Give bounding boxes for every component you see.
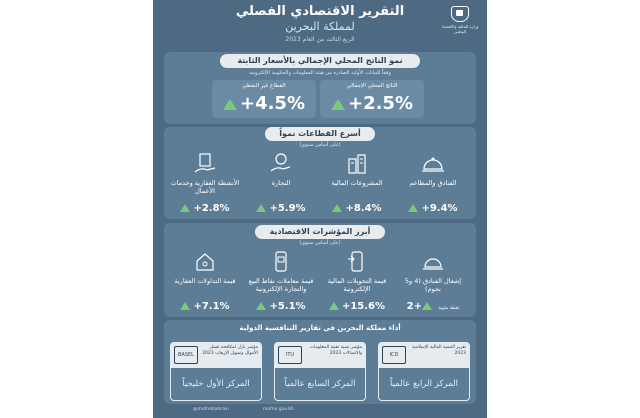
indicator-hotel-occupancy bbox=[398, 249, 468, 312]
gdp-total-box bbox=[320, 80, 424, 118]
header bbox=[153, 0, 487, 50]
indicator-value: نقطة مئوية +2 bbox=[406, 301, 460, 312]
footer bbox=[153, 407, 487, 417]
indicator-real-estate bbox=[170, 249, 240, 312]
indicator-label: قيمة التحويلات المالية الإلكترونية bbox=[327, 277, 387, 293]
rankings-panel bbox=[164, 320, 476, 404]
buildings-icon bbox=[344, 151, 370, 177]
ranking-result: المركز السابع عالمياً bbox=[274, 368, 366, 401]
indicators-panel bbox=[164, 223, 476, 317]
indicator-unit: نقطة مئوية bbox=[438, 306, 460, 311]
sector-finance bbox=[322, 151, 392, 214]
sector-value: +9.4% bbox=[398, 203, 468, 214]
up-arrow-icon bbox=[180, 204, 190, 212]
indicator-value: +7.1% bbox=[170, 301, 240, 312]
indicator-pos-transactions bbox=[246, 249, 316, 312]
up-arrow-icon bbox=[256, 302, 266, 310]
sectors-title: أسرع القطاعات نمواً bbox=[265, 127, 375, 141]
infographic-poster bbox=[153, 0, 487, 418]
up-arrow-icon bbox=[408, 204, 418, 212]
logo-text: وزارة المالية والاقتصاد الوطني bbox=[441, 24, 479, 34]
sectors-note: (على أساس سنوي) bbox=[299, 142, 341, 148]
ministry-logo bbox=[439, 6, 481, 40]
ranking-card-islamic-finance bbox=[378, 342, 470, 400]
ranking-result: المركز الرابع عالمياً bbox=[378, 368, 470, 401]
up-arrow-icon bbox=[329, 302, 339, 310]
hotel-bell-icon bbox=[420, 249, 446, 275]
indicator-e-transfers bbox=[322, 249, 392, 312]
indicator-value: +15.6% bbox=[322, 301, 392, 312]
ranking-result: المركز الأول خليجياً bbox=[170, 368, 262, 401]
indicator-value: +5.1% bbox=[246, 301, 316, 312]
gdp-panel bbox=[164, 52, 476, 124]
food-cloche-icon bbox=[420, 151, 446, 177]
sector-value: +2.8% bbox=[170, 203, 240, 214]
gdp-total-label: الناتج المحلي الإجمالي bbox=[346, 83, 398, 89]
gdp-nonoil-label: القطاع غير النفطي bbox=[242, 83, 286, 89]
ranking-card-basel bbox=[170, 342, 262, 400]
sector-label: الأنشطة العقارية وخدمات الأعمال bbox=[170, 179, 240, 195]
indicator-label: قيمة معاملات نقاط البيع والتجارة الإلكترونية bbox=[248, 277, 314, 293]
coin-hand-icon bbox=[268, 151, 294, 177]
social-handle[interactable]: @mofnebahrain bbox=[193, 407, 230, 412]
emblem-icon bbox=[451, 6, 469, 22]
building-hand-icon bbox=[192, 151, 218, 177]
ranking-report: مؤشر بازل لمكافحة غسل الأموال وتمويل الإرهاب 2023 bbox=[202, 345, 258, 356]
ranking-card-ict bbox=[274, 342, 366, 400]
up-arrow-icon bbox=[422, 302, 432, 310]
gdp-title: نمو الناتج المحلي الإجمالي بالأسعار الثابتة bbox=[220, 54, 420, 68]
sectors-panel bbox=[164, 127, 476, 219]
website-link[interactable]: mofne.gov.bh bbox=[263, 407, 294, 412]
sector-realestate bbox=[170, 151, 240, 214]
gdp-nonoil-box bbox=[212, 80, 316, 118]
report-subtitle: لمملكة البحرين bbox=[285, 20, 355, 33]
up-arrow-icon bbox=[223, 99, 237, 110]
up-arrow-icon bbox=[332, 204, 342, 212]
rankings-title: أداء مملكة البحرين في تقارير التنافسية الدولية bbox=[239, 324, 401, 332]
sector-value: +8.4% bbox=[322, 203, 392, 214]
indicator-label: قيمة التداولات العقارية bbox=[174, 277, 236, 285]
sector-label: المشروعات المالية bbox=[331, 179, 383, 187]
report-logo-icon: BASEL bbox=[174, 346, 198, 364]
up-arrow-icon bbox=[331, 99, 345, 110]
sector-value: +5.9% bbox=[246, 203, 316, 214]
up-arrow-icon bbox=[180, 302, 190, 310]
up-arrow-icon bbox=[256, 204, 266, 212]
ranking-report: مؤشر تنمية تقنية المعلومات والاتصالات 2023 bbox=[309, 345, 362, 356]
gdp-total-value: +2.5% bbox=[320, 93, 424, 114]
gdp-note: وفقاً للبيانات الأولية الصادرة من هيئة المعلومات والحكومة الإلكترونية bbox=[249, 70, 391, 76]
key-house-icon bbox=[192, 249, 218, 275]
report-logo-icon: ICD bbox=[382, 346, 406, 364]
sector-trade bbox=[246, 151, 316, 214]
report-logo-icon: ITU bbox=[278, 346, 302, 364]
indicators-note: (على أساس سنوي) bbox=[299, 240, 341, 246]
phone-transfer-icon bbox=[344, 249, 370, 275]
mobile-shop-icon bbox=[268, 249, 294, 275]
report-title: التقرير الاقتصادي الفصلي bbox=[235, 4, 405, 19]
sector-label: الفنادق والمطاعم bbox=[409, 179, 457, 187]
report-period: الربع الثالث من العام 2023 bbox=[285, 36, 355, 43]
ranking-report: تقرير التنمية المالية الإسلامية 2023 bbox=[412, 345, 466, 356]
sector-hotels bbox=[398, 151, 468, 214]
indicator-label: إشغال الفنادق (4 و5 نجوم) bbox=[404, 277, 462, 293]
sector-label: التجارة bbox=[271, 179, 291, 187]
indicators-title: أبرز المؤشرات الاقتصادية bbox=[255, 225, 385, 239]
gdp-nonoil-value: +4.5% bbox=[212, 93, 316, 114]
